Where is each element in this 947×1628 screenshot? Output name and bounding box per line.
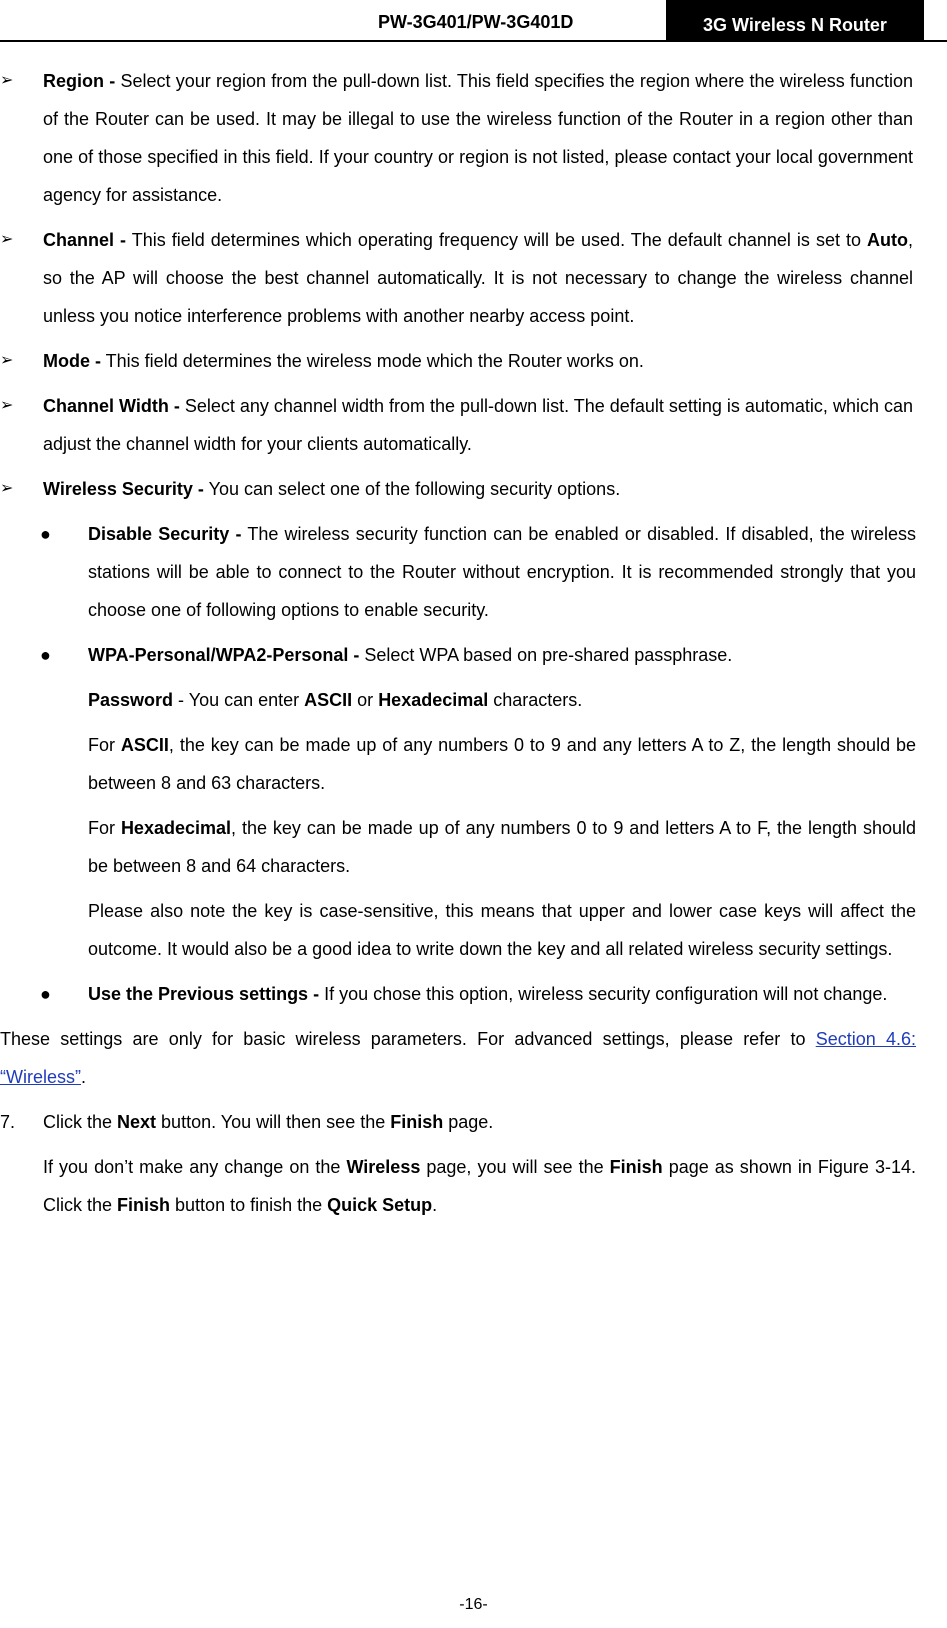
- bullet-channel-width: [0, 387, 947, 463]
- quick-setup-term: Quick Setup: [327, 1195, 433, 1215]
- ascii-text: , the key can be made up of any numbers 0 to 9 and any letters A to Z, the length should be between 8 and 63 characters.: [88, 735, 916, 793]
- hex-term: Hexadecimal: [378, 690, 489, 710]
- arrow-bullet-icon: ➢: [0, 397, 14, 414]
- next-term: Next: [117, 1112, 157, 1132]
- p2-text-2: page, you will see the: [420, 1157, 610, 1177]
- step-7: [0, 1103, 947, 1141]
- password-text-2: characters.: [488, 690, 583, 710]
- header-rule: [0, 40, 947, 42]
- security-text: You can select one of the following security options.: [203, 479, 621, 499]
- or-text: or: [352, 690, 379, 710]
- arrow-bullet-icon: ➢: [0, 231, 14, 248]
- option-wpa: [0, 636, 947, 674]
- for-text: For: [88, 818, 121, 838]
- wpa-term: WPA-Personal/WPA2-Personal -: [88, 645, 360, 665]
- finish-term: Finish: [390, 1112, 444, 1132]
- previous-term: Use the Previous settings -: [88, 984, 320, 1004]
- p2-text-1: If you don’t make any change on the: [43, 1157, 347, 1177]
- step-7-detail: [0, 1148, 947, 1224]
- model-name: PW-3G401/PW-3G401D: [378, 12, 574, 32]
- finish-term: Finish: [117, 1195, 171, 1215]
- step-number: 7.: [0, 1112, 16, 1132]
- bullet-mode: [0, 342, 947, 380]
- arrow-bullet-icon: ➢: [0, 72, 14, 89]
- hex-paragraph: [0, 809, 947, 885]
- width-term: Channel Width -: [43, 396, 180, 416]
- case-note-paragraph: Please also note the key is case-sensitive, this means that upper and lower case keys will affect the outcome. It would also be a good idea to write down the key and all related wireless security settings.: [88, 901, 916, 959]
- closing-text: These settings are only for basic wireless parameters. For advanced settings, please refer to: [0, 1029, 816, 1049]
- option-previous-settings: [0, 975, 947, 1013]
- channel-text-1: This field determines which operating frequency will be used. The default channel is set to: [126, 230, 867, 250]
- dot-bullet-icon: ●: [40, 984, 51, 1004]
- security-term: Wireless Security -: [43, 479, 204, 499]
- dot-bullet-icon: ●: [40, 645, 51, 665]
- ascii-paragraph: [0, 726, 947, 802]
- step-text-2: button. You will then see the: [156, 1112, 391, 1132]
- page-content: [0, 62, 947, 1224]
- product-badge: 3G Wireless N Router: [666, 0, 924, 40]
- ascii-term: ASCII: [120, 735, 169, 755]
- bullet-channel: [0, 221, 947, 335]
- disable-term: Disable Security -: [88, 524, 242, 544]
- previous-text: If you chose this option, wireless security configuration will not change.: [319, 984, 888, 1004]
- mode-text: This field determines the wireless mode which the Router works on.: [101, 351, 644, 371]
- dot-bullet-icon: ●: [40, 524, 51, 544]
- hex-term: Hexadecimal: [120, 818, 232, 838]
- step-text-3: page.: [443, 1112, 494, 1132]
- channel-text-2: , so the AP will choose the best channel automatically. It is not necessary to change the wireless channel unless you notice interference problems with another nearby access point.: [43, 230, 913, 326]
- hex-text: , the key can be made up of any numbers 0 to 9 and letters A to F, the length should be between 8 and 64 characters.: [88, 818, 916, 876]
- closing-end: .: [81, 1067, 87, 1087]
- arrow-bullet-icon: ➢: [0, 352, 14, 369]
- mode-term: Mode -: [43, 351, 101, 371]
- closing-paragraph: [0, 1020, 947, 1096]
- bullet-region: [0, 62, 947, 214]
- password-text-1: - You can enter: [173, 690, 305, 710]
- wpa-text: Select WPA based on pre-shared passphrase.: [359, 645, 733, 665]
- step-text-1: Click the: [43, 1112, 118, 1132]
- finish-term: Finish: [609, 1157, 663, 1177]
- channel-term: Channel -: [43, 230, 127, 250]
- region-term: Region -: [43, 71, 116, 91]
- bullet-wireless-security: [0, 470, 947, 508]
- p2-text-3: page as shown in Figure 3-14. Click the: [43, 1157, 916, 1215]
- p2-text-4: button to finish the: [170, 1195, 328, 1215]
- password-paragraph: [0, 681, 947, 719]
- password-term: Password: [88, 690, 174, 710]
- region-text: Select your region from the pull-down list. This field specifies the region where the wireless function of the Router can be used. It may be illegal to use the wireless function of the Router in a region other than one of those specified in this field. If your country or region is not listed, please contact your local government agency for assistance.: [43, 71, 913, 205]
- page-number: -16-: [459, 1596, 488, 1613]
- page-header: [0, 0, 947, 44]
- section-link[interactable]: Section 4.6: “Wireless”: [0, 1029, 917, 1087]
- p2-text-5: .: [432, 1195, 438, 1215]
- channel-auto: Auto: [867, 230, 908, 250]
- arrow-bullet-icon: ➢: [0, 480, 14, 497]
- ascii-term: ASCII: [304, 690, 353, 710]
- wireless-term: Wireless: [346, 1157, 421, 1177]
- option-disable-security: [0, 515, 947, 629]
- for-text: For: [88, 735, 121, 755]
- width-text: Select any channel width from the pull-down list. The default setting is automatic, which can adjust the channel width for your clients automatically.: [43, 396, 913, 454]
- disable-text: The wireless security function can be enabled or disabled. If disabled, the wireless stations will be able to connect to the Router without encryption. It is recommended strongly that you choose one of following options to enable security.: [88, 524, 917, 620]
